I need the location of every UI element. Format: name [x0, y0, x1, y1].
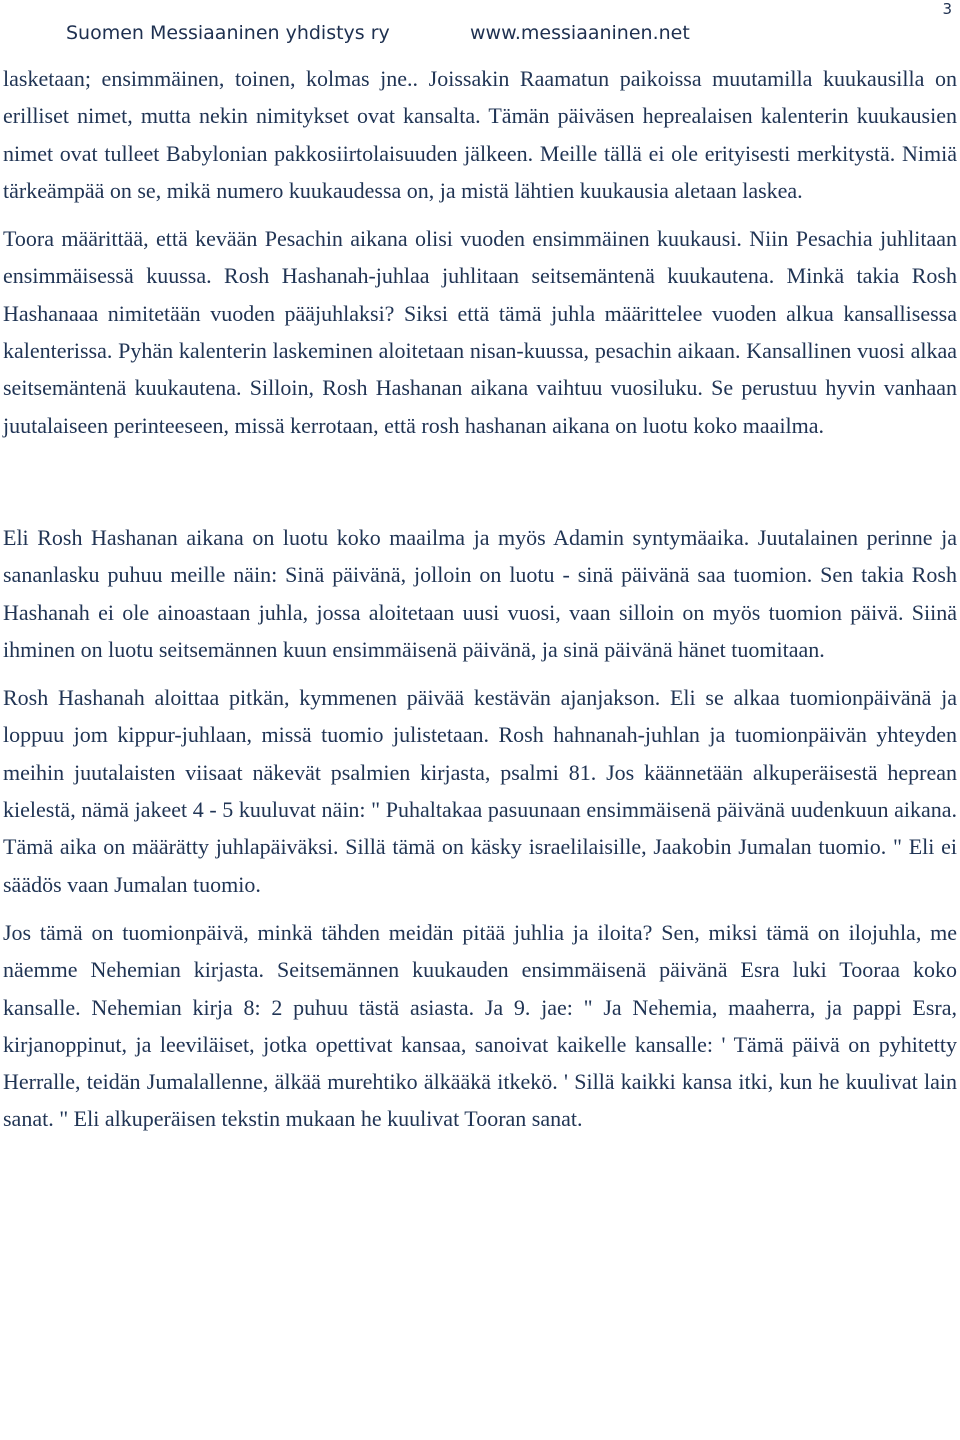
paragraph-torah-calendar: Toora määrittää, että kevään Pesachin aikana olisi vuoden ensimmäinen kuukausi. Niin Pesachia juhlitaan ensimmäisessä kuussa. Rosh Hashanah-juhlaa juhlitaan seitsemäntenä kuukautena. Minkä takia Rosh Hashanaaa nimitetään vuoden pääjuhlaksi? Siksi että tämä juhla määrittelee vuoden alkua kansallisessa kalenterissa. Pyhän kalenterin laskeminen aloitetaan nisan-kuussa, pesachin aikaan. Kansallinen vuosi alkaa seitsemäntenä kuukautena. Silloin, Rosh Hashanan aikana vaihtuu vuosiluku. Se perustuu hyvin vanhaan juutalaiseen perinteeseen, missä kerrotaan, että rosh hashanan aikana on luotu koko maailma. — [3, 226, 957, 438]
paragraph-ten-days: Rosh Hashanah aloittaa pitkän, kymmenen päivää kestävän ajanjakson. Eli se alkaa tuomionpäivänä ja loppuu jom kippur-juhlaan, missä tuomio julistetaan. Rosh hahnanah-juhlan ja tuomionpäivän yhteyden meihin juutalaisten viisaat näkevät psalmien kirjasta, psalmi 81. Jos käännetään alkuperäisestä heprean kielestä, nämä jakeet 4 - 5 kuuluvat näin: " Puhaltakaa pasuunaan ensimmäisenä päivänä uudenkuun aikana. Tämä aika on määrätty juhlapäiväksi. Sillä tämä on käsky israelilaisille, Jaakobin Jumalan tuomio. " Eli ei säädös vaan Jumalan tuomio. — [3, 685, 957, 897]
header-url[interactable]: www.messiaaninen.net — [470, 22, 690, 44]
page-number: 3 — [942, 0, 952, 18]
paragraph-creation-judgment: Eli Rosh Hashanan aikana on luotu koko maailma ja myös Adamin syntymäaika. Juutalainen perinne ja sananlasku puhuu meille näin: Sinä päivänä, jolloin on luotu - sinä päivänä saa tuomion. Sen takia Rosh Hashanah ei ole ainoastaan juhla, jossa aloitetaan uusi vuosi, vaan silloin on myös tuomion päivä. Siinä ihminen on luotu seitsemännen kuun ensimmäisenä päivänä, ja sinä päivänä hänet tuomitaan. — [3, 524, 957, 662]
paragraph-calendar-months: lasketaan; ensimmäinen, toinen, kolmas jne.. Joissakin Raamatun paikoissa muutamilla kuukausilla on erilliset nimet, mutta nekin nimitykset ovat kansalta. Tämän päiväsen heprealaisen kalenterin kuukausien nimet ovat tulleet Babylonian pakkosiirtolaisuuden jälkeen. Meille tällä ei ole erityisesti merkitystä. Nimiä tärkeämpää on se, mikä numero kuukaudessa on, ja mistä lähtien kuukausia aletaan laskea. — [3, 66, 957, 203]
document-body — [3, 60, 957, 1138]
page-header — [0, 0, 960, 62]
header-organization: Suomen Messiaaninen yhdistys ry — [66, 22, 390, 44]
paragraph-nehemiah: Jos tämä on tuomionpäivä, minkä tähden meidän pitää juhlia ja iloita? Sen, miksi tämä on ilojuhla, me näemme Nehemian kirjasta. Seitsemännen kuukauden ensimmäisenä päivänä Esra luki Tooraa koko kansalle. Nehemian kirja 8: 2 puhuu tästä asiasta. Ja 9. jae: " Ja Nehemia, maaherra, ja pappi Esra, kirjanoppinut, ja leeviläiset, jotka opettivat kansaa, sanoivat kaikelle kansalle: ' Tämä päivä on pyhitetty Herralle, teidän Jumalallenne, älkää murehtiko älkääkä itkekö. ' Sillä kaikki kansa itki, kun he kuulivat lain sanat. " Eli alkuperäisen tekstin mukaan he kuulivat Tooran sanat. — [3, 919, 957, 1132]
